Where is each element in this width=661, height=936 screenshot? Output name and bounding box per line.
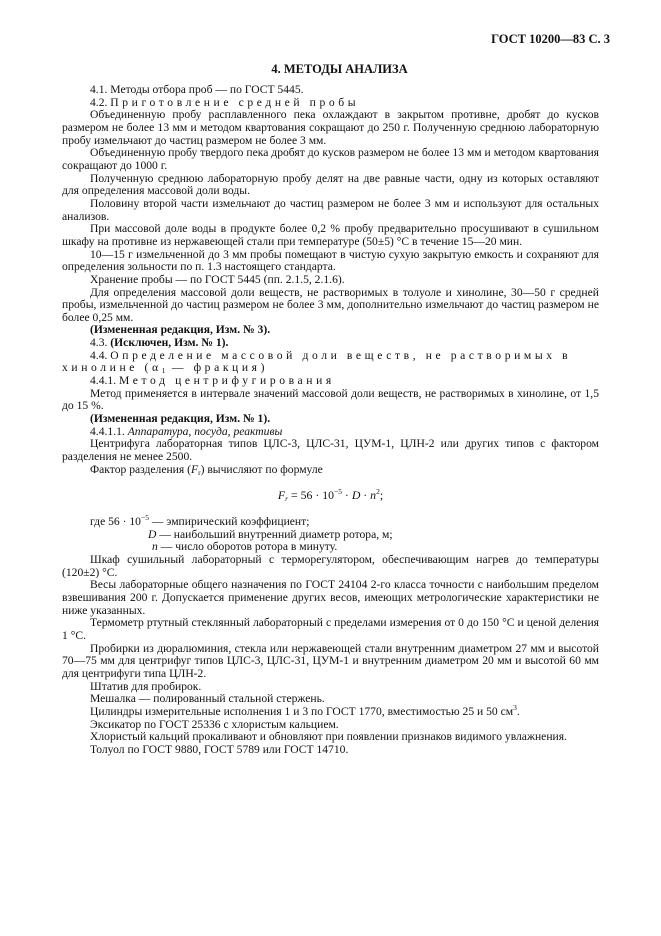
subsection-heading (62, 375, 599, 388)
text: — наибольший внутренний диаметр ротора, м; (156, 527, 393, 541)
paragraph: Шкаф сушильный лабораторный с терморегулятором, обеспечивающим нагрев до температуры (120±2) °С. (62, 552, 599, 579)
section-title: 4. МЕТОДЫ АНАЛИЗА (271, 62, 408, 76)
text: · (341, 488, 352, 503)
exponent: 2 (376, 487, 380, 497)
subscript: r (285, 494, 289, 504)
paragraph: Термометр ртутный стеклянный лабораторный с пределами измерения от 0 до 150 °С и ценой деления 1 °С. (62, 616, 599, 642)
paragraph (62, 702, 599, 719)
paragraph: 4.1. Методы отбора проб — по ГОСТ 5445. (90, 83, 304, 96)
paragraph: Центрифуга лабораторная типов ЦЛС-3, ЦЛС-31, ЦУМ-1, ЦЛН-2 или других типов с фактором разделения не менее 2500. (62, 437, 599, 464)
exponent: 3 (513, 702, 517, 712)
symbol: D (351, 488, 361, 503)
document-body (62, 84, 599, 756)
page-header: ГОСТ 10200—83 С. 3 (491, 32, 610, 46)
amendment-note: (Измененная редакция, Изм. № 3). (90, 323, 271, 337)
paragraph: Пробирки из дюралюминия, стекла или нержавеющей стали внутренним диаметром 27 мм и высотой 70—75 мм для центрифуг типов ЦЛС-3, ЦЛС-31, ЦУМ-1 и внутренним диаметром 20 мм и высотой 60 мм для центрифуги типа ЦЛН-2. (62, 641, 599, 680)
paragraph: Для определения массовой доли веществ, не растворимых в толуоле и хинолине, 30—50 г средней пробы, измельченной до частиц размером не более 3 мм, дополнительно измельчают до частиц размером не более 0,25 мм. (62, 285, 599, 324)
paragraph: Хранение пробы — по ГОСТ 5445 (пп. 2.1.5, 2.1.6). (90, 272, 345, 286)
symbol: n (152, 540, 158, 554)
subscript: 1 (161, 366, 166, 376)
paragraph: Полученную среднюю лабораторную пробу делят на две равные части, одну из которых оставляют для определения массовой доли воды. (62, 171, 599, 198)
paragraph: 10—15 г измельченной до 3 мм пробы помещают в чистую сухую закрытую емкость и сохраняют для определения зольности по п. 1.3 настоящего стандарта. (62, 247, 599, 274)
symbol: F (277, 488, 286, 503)
text: = 56 · 10 (288, 488, 334, 503)
symbol: D (148, 527, 157, 541)
section-number: 4.4.1.1. (90, 424, 125, 438)
amendment-note: (Измененная редакция, Изм. № 1). (90, 412, 271, 426)
paragraph: Хлористый кальций прокаливают и обновляют при появлении признаков видимого увлажнения. (90, 730, 567, 744)
text: . (516, 704, 520, 718)
text: — эмпирический коэффициент; (148, 515, 310, 528)
subsection-heading (62, 350, 599, 375)
heading-text: Аппаратура, посуда, реактивы (127, 424, 283, 438)
text: Фактор разделения ( (90, 462, 191, 476)
section-number: 4.2. (90, 95, 108, 109)
heading-text: Приготовление средней пробы (110, 95, 360, 109)
section-number: 4.4.1. (90, 374, 117, 388)
paragraph: Метод применяется в интервале значений массовой доли веществ, не растворимых в хинолине, от 1,5 до 15 %. (62, 386, 599, 413)
paragraph: Толуол по ГОСТ 9880, ГОСТ 5789 или ГОСТ 14710. (90, 742, 349, 756)
paragraph: При массовой доле воды в продукте более 0,2 % пробу предварительно просушивают в сушильном шкафу на противне из нержавеющей стали при температуре (50±5) °С в течение 15—20 мин. (62, 222, 599, 248)
text: — число оборотов ротора в минуту. (157, 540, 338, 554)
subscript: r (198, 467, 201, 477)
text: Цилиндры измерительные исполнения 1 и 3 по ГОСТ 1770, вместимостью 25 и 50 см (90, 704, 514, 718)
excluded-note: (Исключен, Изм. № 1). (110, 336, 229, 350)
text: где 56 · 10 (90, 515, 141, 528)
text: ) вычисляют по формуле (200, 462, 323, 476)
text: · (360, 488, 371, 503)
paragraph: Объединенную пробу твердого пека дробят до кусков размером не более 13 мм и методом квартования сокращают до 1000 г. (62, 146, 599, 172)
paragraph: Объединенную пробу расплавленного пека охлаждают в закрытом противне, дробят до кусков размером не более 13 мм и методом квартования сокращают до 250 г. Полученную среднюю лабораторную пробу измельчают до частиц размером не более 3 мм. (62, 108, 599, 147)
heading-text: Определение массовой доли веществ, не растворимых в хинолине (α (62, 348, 572, 375)
paragraph: Эксикатор по ГОСТ 25336 с хлористым кальцием. (90, 717, 339, 731)
section-number: 4.3. (90, 336, 108, 350)
section-number: 4.4. (90, 348, 108, 362)
exponent: −5 (334, 487, 342, 497)
paragraph: Мешалка — полированный стальной стержень. (90, 692, 325, 706)
heading-text: Метод центрифугирования (119, 374, 335, 388)
paragraph: Весы лабораторные общего назначения по ГОСТ 24104 2-го класса точности с наибольшим пределом взвешивания 200 г. Допускается применение других весов, имеющих метрологические характеристики не ниже указанных. (62, 578, 599, 617)
symbol: n (370, 488, 377, 503)
exponent: −5 (140, 513, 149, 522)
symbol: F (190, 462, 199, 476)
formula (62, 489, 599, 502)
text: ; (379, 488, 384, 503)
paragraph (62, 464, 599, 477)
paragraph: Штатив для пробирок. (90, 679, 202, 693)
paragraph: Половину второй части измельчают до частиц размером не более 3 мм и используют для остальных анализов. (62, 196, 599, 223)
heading-text-end: — фракция) (165, 361, 269, 375)
